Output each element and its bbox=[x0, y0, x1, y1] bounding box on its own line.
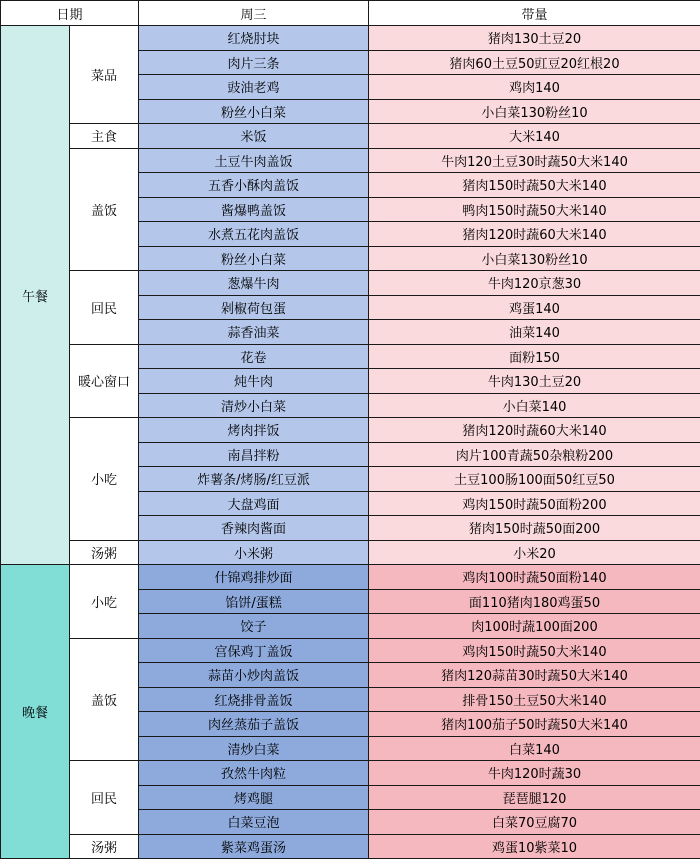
dish-cell: 肉片三条 bbox=[139, 50, 369, 75]
table-row bbox=[1, 124, 700, 149]
dish-cell: 紫菜鸡蛋汤 bbox=[139, 834, 369, 859]
portion-cell: 小白菜140 bbox=[369, 393, 700, 418]
table-row bbox=[1, 834, 700, 859]
portion-cell: 猪肉150时蔬50面200 bbox=[369, 516, 700, 541]
portion-cell: 牛肉120京葱30 bbox=[369, 271, 700, 296]
portion-cell: 猪肉60土豆50豇豆20红根20 bbox=[369, 50, 700, 75]
portion-cell: 牛肉120土豆30时蔬50大米140 bbox=[369, 148, 700, 173]
table-row bbox=[1, 271, 700, 296]
dish-cell: 米饭 bbox=[139, 124, 369, 149]
dish-cell: 小米粥 bbox=[139, 540, 369, 565]
portion-cell: 大米140 bbox=[369, 124, 700, 149]
portion-cell: 油菜140 bbox=[369, 320, 700, 345]
dish-cell: 蒜香油菜 bbox=[139, 320, 369, 345]
dish-cell: 清炒小白菜 bbox=[139, 393, 369, 418]
date-header: 日期 bbox=[1, 1, 139, 26]
category-label: 汤粥 bbox=[70, 540, 139, 565]
portion-cell: 牛肉120时蔬30 bbox=[369, 761, 700, 786]
dish-cell: 香辣肉酱面 bbox=[139, 516, 369, 541]
dish-cell: 豉油老鸡 bbox=[139, 75, 369, 100]
dish-cell: 粉丝小白菜 bbox=[139, 246, 369, 271]
category-label: 回民 bbox=[70, 271, 139, 345]
portion-cell: 小白菜130粉丝10 bbox=[369, 246, 700, 271]
portion-cell: 排骨150土豆50大米140 bbox=[369, 687, 700, 712]
table-row bbox=[1, 540, 700, 565]
dish-cell: 花卷 bbox=[139, 344, 369, 369]
dish-cell: 大盘鸡面 bbox=[139, 491, 369, 516]
category-label: 盖饭 bbox=[70, 638, 139, 761]
dish-cell: 炖牛肉 bbox=[139, 369, 369, 394]
dish-cell: 酱爆鸭盖饭 bbox=[139, 197, 369, 222]
table-row bbox=[1, 26, 700, 51]
portion-cell: 鸡蛋140 bbox=[369, 295, 700, 320]
dish-cell: 清炒白菜 bbox=[139, 736, 369, 761]
dish-cell: 蒜苗小炒肉盖饭 bbox=[139, 663, 369, 688]
dish-cell: 馅饼/蛋糕 bbox=[139, 589, 369, 614]
dish-cell: 什锦鸡排炒面 bbox=[139, 565, 369, 590]
portion-cell: 面110猪肉180鸡蛋50 bbox=[369, 589, 700, 614]
dish-cell: 土豆牛肉盖饭 bbox=[139, 148, 369, 173]
dish-cell: 烤鸡腿 bbox=[139, 785, 369, 810]
meal-label: 午餐 bbox=[1, 26, 70, 565]
portion-cell: 鸡肉140 bbox=[369, 75, 700, 100]
category-label: 小吃 bbox=[70, 418, 139, 541]
portion-cell: 鸡肉150时蔬50面粉200 bbox=[369, 491, 700, 516]
portion-cell: 肉片100青蔬50杂粮粉200 bbox=[369, 442, 700, 467]
category-label: 汤粥 bbox=[70, 834, 139, 859]
dish-cell: 饺子 bbox=[139, 614, 369, 639]
dish-cell: 水煮五花肉盖饭 bbox=[139, 222, 369, 247]
portion-cell: 猪肉130土豆20 bbox=[369, 26, 700, 51]
portion-cell: 肉100时蔬100面200 bbox=[369, 614, 700, 639]
portion-cell: 琵琶腿120 bbox=[369, 785, 700, 810]
dish-cell: 红烧排骨盖饭 bbox=[139, 687, 369, 712]
portion-cell: 猪肉150时蔬50大米140 bbox=[369, 173, 700, 198]
header-row bbox=[1, 1, 700, 26]
portion-cell: 小白菜130粉丝10 bbox=[369, 99, 700, 124]
table-row bbox=[1, 565, 700, 590]
table-row bbox=[1, 761, 700, 786]
portion-cell: 鸡蛋10紫菜10 bbox=[369, 834, 700, 859]
day-header: 周三 bbox=[139, 1, 369, 26]
table-row bbox=[1, 638, 700, 663]
portion-cell: 土豆100肠100面50红豆50 bbox=[369, 467, 700, 492]
table-row bbox=[1, 344, 700, 369]
portion-cell: 鸭肉150时蔬50大米140 bbox=[369, 197, 700, 222]
portion-cell: 猪肉120时蔬60大米140 bbox=[369, 418, 700, 443]
portion-cell: 白菜140 bbox=[369, 736, 700, 761]
portion-header: 带量 bbox=[369, 1, 700, 26]
portion-cell: 鸡肉100时蔬50面粉140 bbox=[369, 565, 700, 590]
table-row bbox=[1, 148, 700, 173]
portion-cell: 猪肉120时蔬60大米140 bbox=[369, 222, 700, 247]
dish-cell: 红烧肘块 bbox=[139, 26, 369, 51]
dish-cell: 五香小酥肉盖饭 bbox=[139, 173, 369, 198]
meal-label: 晚餐 bbox=[1, 565, 70, 859]
menu-body bbox=[1, 26, 700, 859]
category-label: 回民 bbox=[70, 761, 139, 835]
portion-cell: 牛肉130土豆20 bbox=[369, 369, 700, 394]
portion-cell: 猪肉120蒜苗30时蔬50大米140 bbox=[369, 663, 700, 688]
dish-cell: 孜然牛肉粒 bbox=[139, 761, 369, 786]
dish-cell: 葱爆牛肉 bbox=[139, 271, 369, 296]
category-label: 菜品 bbox=[70, 26, 139, 124]
portion-cell: 小米20 bbox=[369, 540, 700, 565]
dish-cell: 粉丝小白菜 bbox=[139, 99, 369, 124]
portion-cell: 猪肉100茄子50时蔬50大米140 bbox=[369, 712, 700, 737]
dish-cell: 剁椒荷包蛋 bbox=[139, 295, 369, 320]
category-label: 盖饭 bbox=[70, 148, 139, 271]
portion-cell: 鸡肉150时蔬50大米140 bbox=[369, 638, 700, 663]
category-label: 小吃 bbox=[70, 565, 139, 639]
dish-cell: 炸薯条/烤肠/红豆派 bbox=[139, 467, 369, 492]
dish-cell: 肉丝蒸茄子盖饭 bbox=[139, 712, 369, 737]
category-label: 暖心窗口 bbox=[70, 344, 139, 418]
dish-cell: 南昌拌粉 bbox=[139, 442, 369, 467]
dish-cell: 烤肉拌饭 bbox=[139, 418, 369, 443]
portion-cell: 面粉150 bbox=[369, 344, 700, 369]
dish-cell: 白菜豆泡 bbox=[139, 810, 369, 835]
category-label: 主食 bbox=[70, 124, 139, 149]
dish-cell: 宫保鸡丁盖饭 bbox=[139, 638, 369, 663]
table-row bbox=[1, 418, 700, 443]
portion-cell: 白菜70豆腐70 bbox=[369, 810, 700, 835]
